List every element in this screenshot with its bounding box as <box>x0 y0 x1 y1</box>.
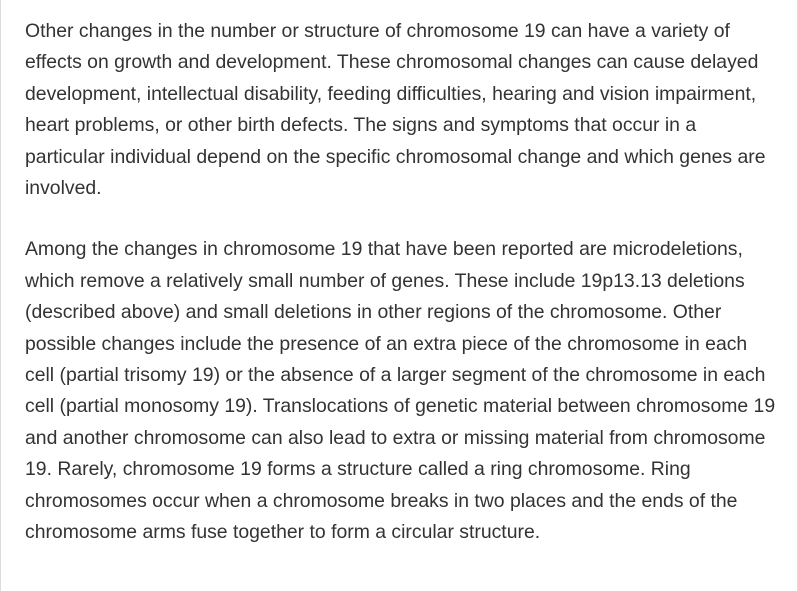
paragraph-other-changes: Other changes in the number or structure of chromosome 19 can have a variety of effects on growth and development. These chromosomal changes can cause delayed development, intellectual disability, feeding difficulties, hearing and vision impairment, heart problems, or other birth defects. The signs and symptoms that occur in a particular individual depend on the specific chromosomal change and which genes are involved. <box>25 20 766 200</box>
paragraph-microdeletions: Among the changes in chromosome 19 that have been reported are microdeletions, which remove a relatively small number of genes. These include 19p13.13 deletions (described above) and small deletions in other regions of the chromosome. Other possible changes include the presence of an extra piece of the chromosome in each cell (partial trisomy 19) or the absence of a larger segment of the chromosome in each cell (partial monosomy 19). Translocations of genetic material between chromosome 19 and another chromosome can also lead to extra or missing material from chromosome 19. Rarely, chromosome 19 forms a structure called a ring chromosome. Ring chromosomes occur when a chromosome breaks in two places and the ends of the chromosome arms fuse together to form a circular structure. <box>25 238 776 544</box>
article-body <box>25 16 777 549</box>
